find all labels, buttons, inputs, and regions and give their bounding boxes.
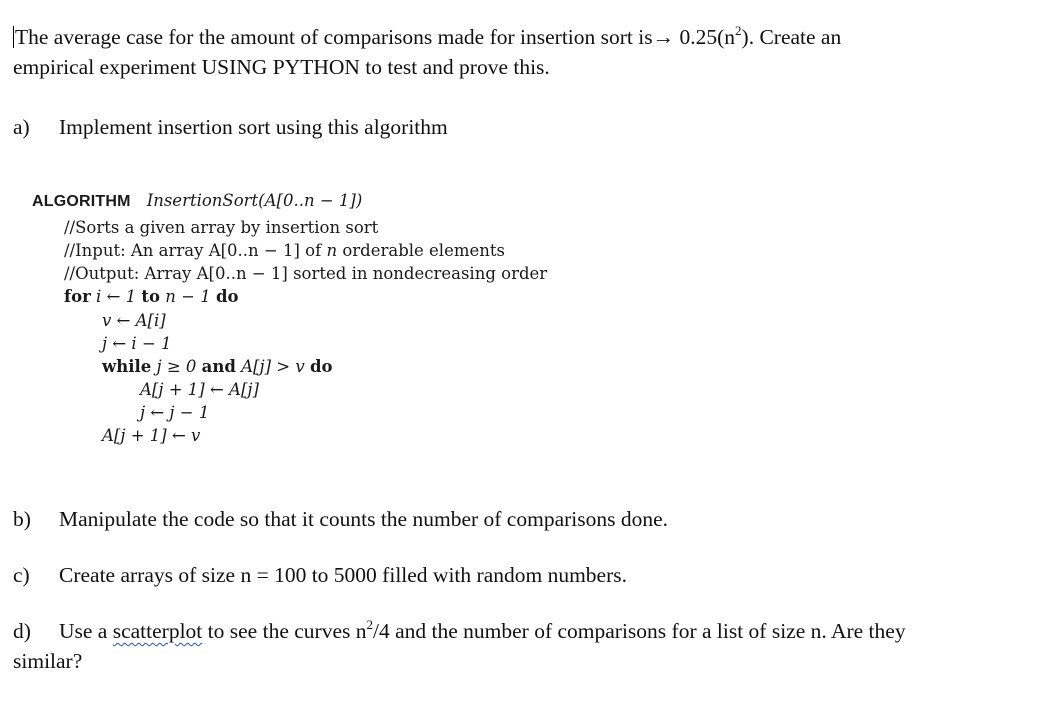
item-d-superscript: 2 — [366, 617, 373, 632]
item-d-text-c: /4 and the number of comparisons for a list of size n. Are they — [372, 619, 906, 643]
algorithm-heading-line — [32, 190, 362, 213]
for-keyword: for — [64, 287, 91, 306]
algorithm-comment-1 — [64, 217, 378, 239]
algorithm-dec-line — [140, 402, 209, 424]
intro-text-line1-end: ). Create an — [741, 25, 842, 49]
algorithm-name: InsertionSort(A[0..n − 1]) — [146, 191, 363, 210]
item-a — [13, 112, 448, 142]
algorithm-j-line — [102, 333, 172, 355]
shift-assign: A[j + 1] ← A[j] — [140, 380, 259, 399]
final-assign: A[j + 1] ← v — [102, 426, 201, 445]
comment-3-text: //Output: Array A[0..n − 1] sorted in nondecreasing order — [64, 264, 548, 283]
item-b-letter: b) — [13, 507, 31, 531]
item-c-letter: c) — [13, 563, 30, 587]
comment-2-var-n: n — [326, 241, 338, 260]
comment-2-text-a: //Input: An array A[0..n − 1] of — [64, 241, 327, 260]
algorithm-for-line — [64, 286, 239, 308]
while-expression-1: j ≥ 0 — [151, 357, 202, 376]
algorithm-comment-3 — [64, 263, 547, 285]
while-keyword: while — [102, 357, 152, 376]
algorithm-while-line — [102, 356, 332, 378]
algorithm-shift-line — [140, 379, 259, 401]
item-d-letter: d) — [13, 619, 31, 643]
to-expression: n − 1 — [160, 287, 216, 306]
algorithm-v-line — [102, 310, 166, 332]
comment-2-text-b: orderable elements — [337, 241, 505, 260]
text-cursor — [13, 26, 14, 48]
j-decrement: j ← j − 1 — [140, 403, 210, 422]
item-b — [13, 504, 668, 534]
comment-1-text: //Sorts a given array by insertion sort — [64, 218, 379, 237]
intro-text-line2: empirical experiment USING PYTHON to test and prove this. — [13, 55, 550, 79]
j-assign: j ← i − 1 — [102, 334, 172, 353]
item-d-line2 — [13, 646, 82, 676]
v-assign: v ← A[i] — [102, 311, 166, 330]
item-c — [13, 560, 627, 590]
spellcheck-word-scatterplot[interactable]: scatterplot — [112, 619, 203, 643]
item-d-text-b: to see the curves n — [202, 619, 367, 643]
item-b-text: Manipulate the code so that it counts the number of comparisons done. — [59, 507, 669, 531]
item-c-text: Create arrays of size n = 100 to 5000 filled with random numbers. — [59, 563, 627, 587]
item-d-text-a: Use a — [59, 619, 113, 643]
item-d — [13, 616, 906, 646]
while-expression-2: A[j] > v — [235, 357, 310, 376]
intro-paragraph — [13, 22, 841, 52]
algorithm-heading: ALGORITHM — [32, 193, 131, 210]
item-d-text-line2: similar? — [13, 649, 83, 673]
algorithm-assign-line — [102, 425, 200, 447]
algorithm-comment-2 — [64, 240, 505, 262]
to-keyword: to — [141, 287, 161, 306]
intro-paragraph-line2 — [13, 52, 550, 82]
and-keyword: and — [201, 357, 236, 376]
intro-text-line1: The average case for the amount of comparisons made for insertion sort is→ 0.25(n — [15, 25, 736, 49]
intro-superscript: 2 — [735, 23, 742, 38]
item-a-letter: a) — [13, 115, 30, 139]
for-expression: i ← 1 — [90, 287, 142, 306]
do-keyword: do — [215, 287, 239, 306]
while-do-keyword: do — [309, 357, 333, 376]
item-a-text: Implement insertion sort using this algorithm — [59, 115, 448, 139]
